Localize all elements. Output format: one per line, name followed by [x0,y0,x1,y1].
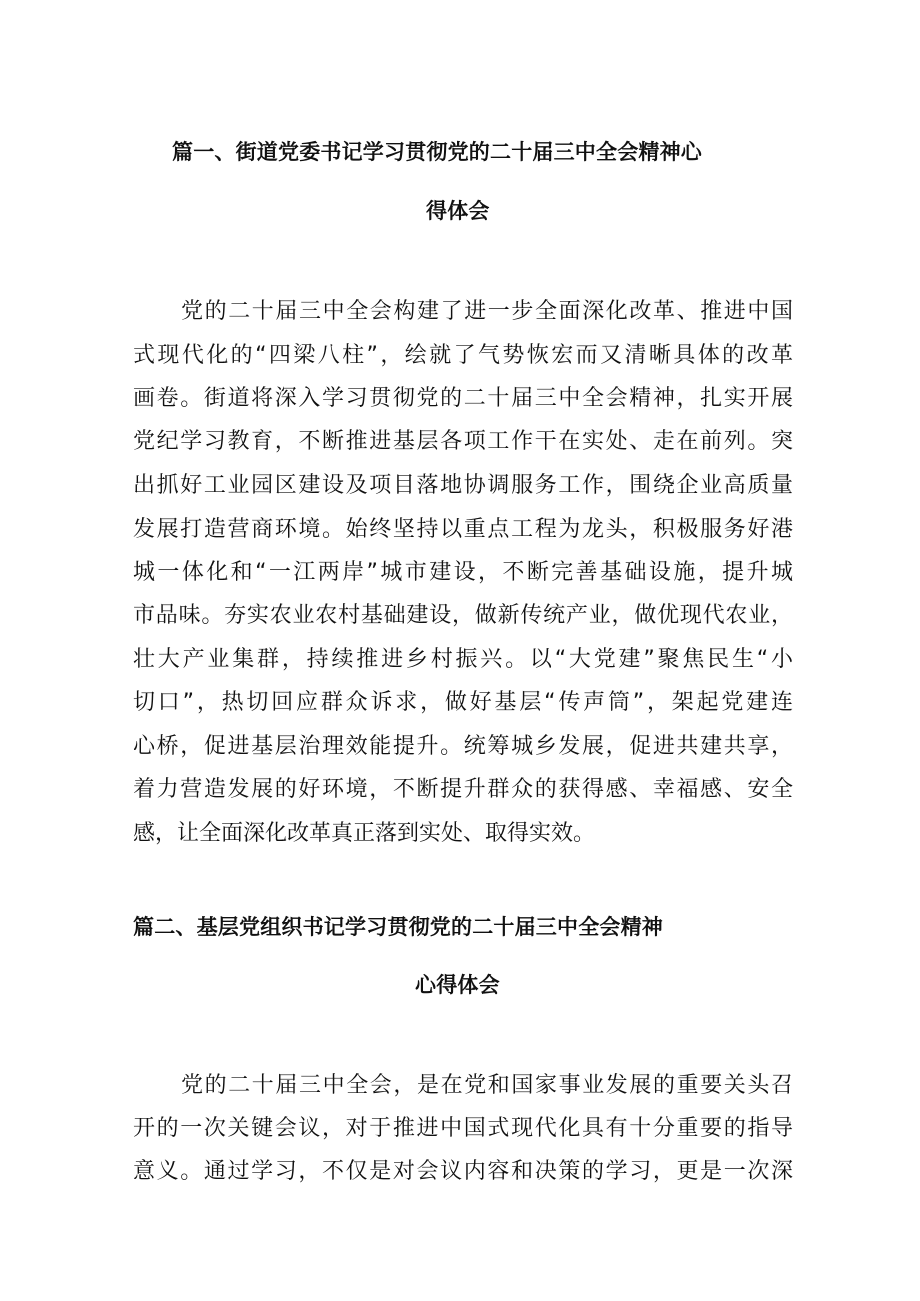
article1-title-line1: 篇一、街道党委书记学习贯彻党的二十届三中全会精神心 [172,140,702,164]
article2-title-line1: 篇二、基层党组织书记学习贯彻党的二十届三中全会精神 [133,915,663,939]
article1-paragraph-line: 切口”，热切回应群众诉求，做好基层“传声筒”，架起党建连 [133,690,793,715]
article1-paragraph-line: 城一体化和“一江两岸”城市建设，不断完善基础设施，提升城 [133,560,793,585]
article1-paragraph-line: 心桥，促进基层治理效能提升。统筹城乡发展，促进共建共享， [133,734,793,759]
article1-paragraph-line: 画卷。街道将深入学习贯彻党的二十届三中全会精神，扎实开展 [133,386,793,411]
article1-paragraph-line: 出抓好工业园区建设及项目落地协调服务工作，围绕企业高质量 [133,473,793,498]
article1-paragraph-line: 壮大产业集群，持续推进乡村振兴。以“大党建”聚焦民生“小 [133,647,793,672]
article2-paragraph-line: 开的一次关键会议，对于推进中国式现代化具有十分重要的指导 [133,1116,793,1141]
article1-paragraph-line: 市品味。夯实农业农村基础建设，做新传统产业，做优现代农业， [133,603,793,628]
article1-paragraph-line: 感，让全面深化改革真正落到实处、取得实效。 [133,821,596,846]
article2-paragraph-line: 意义。通过学习，不仅是对会议内容和决策的学习，更是一次深 [133,1159,793,1184]
article1-paragraph-line: 党的二十届三中全会构建了进一步全面深化改革、推进中国 [181,299,793,324]
article1-paragraph-line: 式现代化的“四梁八柱”，绘就了气势恢宏而又清晰具体的改革 [133,343,793,368]
article1-paragraph-line: 党纪学习教育，不断推进基层各项工作干在实处、走在前列。突 [133,429,793,454]
article2-title-line2: 心得体会 [415,973,500,997]
article1-paragraph-line: 发展打造营商环境。始终坚持以重点工程为龙头，积极服务好港 [133,517,793,542]
article2-paragraph-line: 党的二十届三中全会，是在党和国家事业发展的重要关头召 [181,1073,793,1098]
article1-title-line2: 得体会 [426,199,490,223]
article1-paragraph-line: 着力营造发展的好环境，不断提升群众的获得感、幸福感、安全 [133,777,793,802]
